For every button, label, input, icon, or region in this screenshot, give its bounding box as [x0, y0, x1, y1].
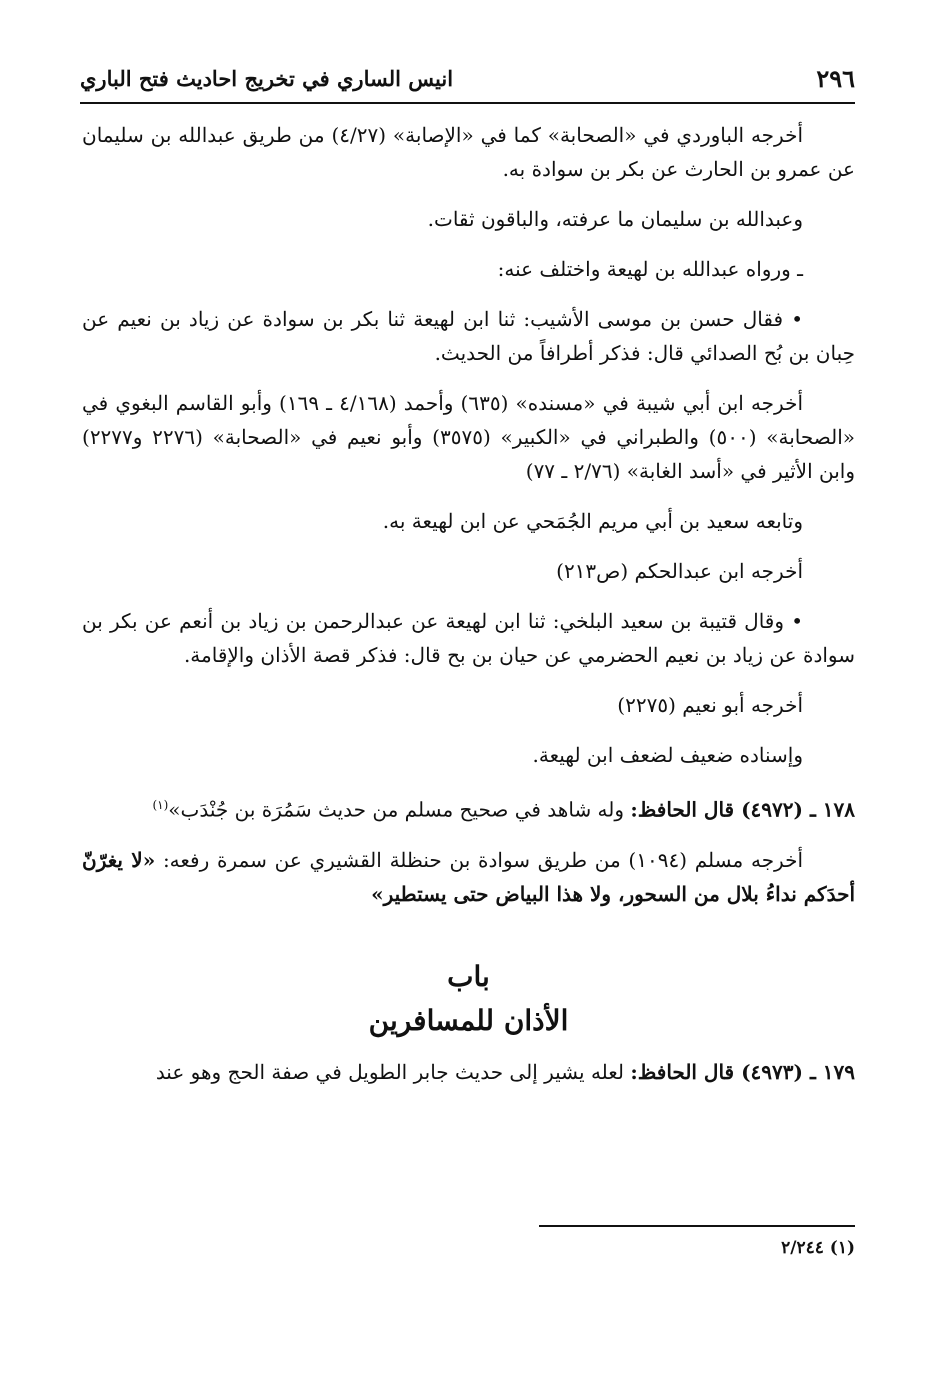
paragraph: • فقال حسن بن موسى الأشيب: ثنا ابن لهيعة ثنا بكر بن سوادة عن زياد بن نعيم عن حِبان بن بُح الصدائي قال: فذكر أطرافاً من الحديث.	[82, 307, 855, 365]
main-text	[82, 118, 855, 1105]
paragraph: وإسناده ضعيف لضعف ابن لهيعة.	[532, 743, 803, 767]
chapter-heading	[82, 955, 855, 1043]
entry-heading: ١٧٨ ـ (٤٩٧٢) قال الحافظ:	[630, 797, 855, 822]
paragraph: أخرجه ابن أبي شيبة في «مسنده» (٦٣٥) وأحمد (٤/١٦٨ ـ ١٦٩) وأبو القاسم البغوي في «الصحابة» (٥٠٠) والطبراني في «الكبير» (٣٥٧٥) وأبو نعيم في «الصحابة» (٢٢٧٦ و٢٢٧٧) وابن الأثير في «أسد الغابة» (٢/٧٦ ـ ٧٧)	[82, 391, 855, 483]
paragraph: أخرجه ابن عبدالحكم (ص٢١٣)	[556, 559, 803, 583]
entry-text: لعله يشير إلى حديث جابر الطويل في صفة الحج وهو عند	[155, 1059, 631, 1084]
footnote: (١) ٢/٢٤٤	[781, 1238, 855, 1258]
running-header	[80, 58, 855, 104]
paragraph: أخرجه أبو نعيم (٢٢٧٥)	[617, 693, 803, 717]
hadith-quote: «لا يغرّنّ أحدَكم نداءُ بلال من السحور، ولا هذا البياض حتى يستطير»	[82, 847, 855, 906]
entry-heading: ١٧٩ ـ (٤٩٧٣) قال الحافظ:	[630, 1059, 855, 1084]
book-title: انيس الساري في تخريج احاديث فتح الباري	[80, 66, 454, 91]
paragraph: وعبدالله بن سليمان ما عرفته، والباقون ثقات.	[427, 207, 803, 231]
paragraph: وتابعه سعيد بن أبي مريم الجُمَحي عن ابن لهيعة به.	[382, 509, 803, 533]
chapter-label: باب	[447, 959, 490, 993]
paragraph-text: أخرجه مسلم (١٠٩٤) من طريق سوادة بن حنظلة القشيري عن سمرة رفعه:	[155, 847, 804, 872]
paragraph: ـ ورواه عبدالله بن لهيعة واختلف عنه:	[497, 257, 803, 281]
footnote-divider	[539, 1225, 855, 1227]
entry-text: وله شاهد في صحيح مسلم من حديث سَمُرَة بن جُنْدَب»	[168, 797, 631, 822]
hadith-entry-179	[82, 1055, 855, 1089]
paragraph	[82, 843, 855, 911]
paragraph: • وقال قتيبة بن سعيد البلخي: ثنا ابن لهيعة عن عبدالرحمن بن زياد بن أنعم عن بكر بن سوادة عن زياد بن نعيم الحضرمي عن حيان بن بح قال: فذكر قصة الأذان والإقامة.	[82, 609, 855, 667]
hadith-entry-178	[82, 788, 855, 827]
page-number: ٢٩٦	[816, 64, 855, 93]
footnote-reference: (١)	[152, 798, 169, 812]
chapter-title: الأذان للمسافرين	[368, 1003, 569, 1037]
paragraph: أخرجه الباوردي في «الصحابة» كما في «الإصابة» (٤/٢٧) من طريق عبدالله بن سليمان عن عمرو بن الحارث عن بكر بن سوادة به.	[82, 123, 855, 181]
